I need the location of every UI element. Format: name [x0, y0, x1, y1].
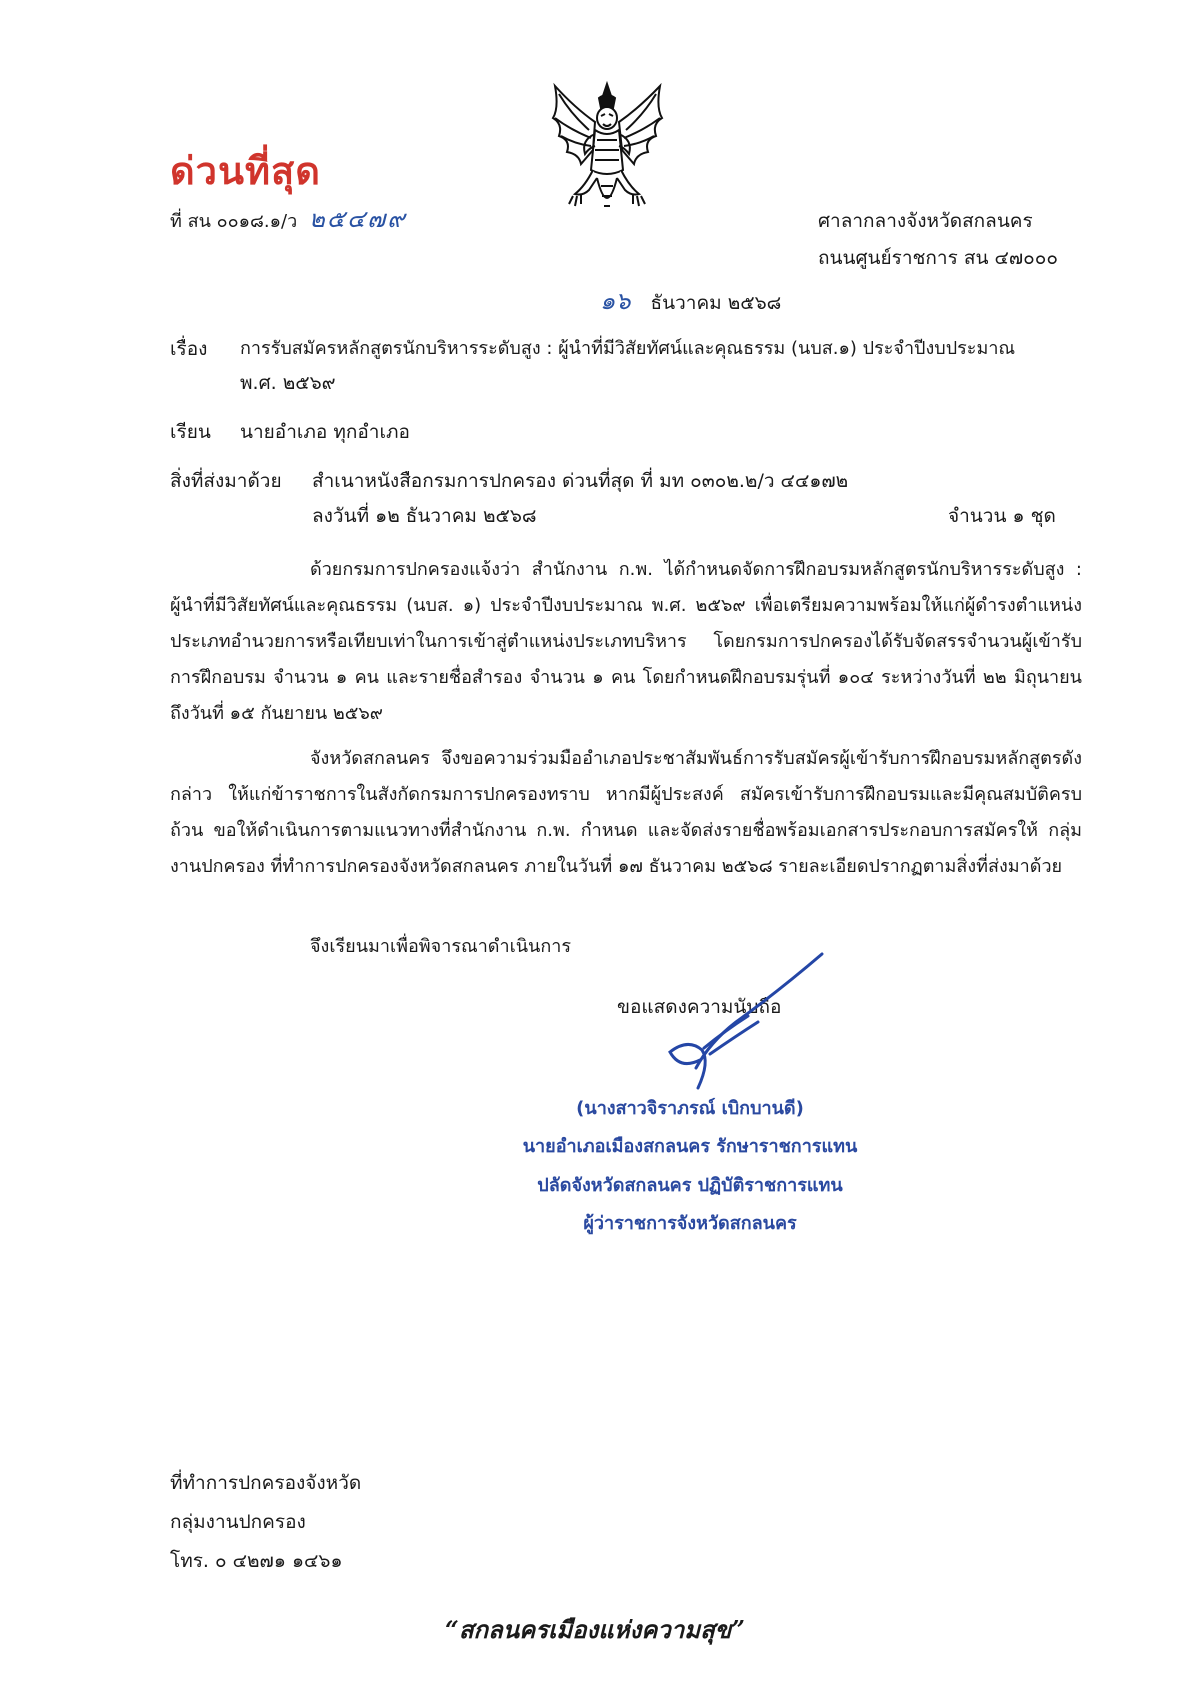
body-paragraph-3: จึงเรียนมาเพื่อพิจารณาดำเนินการ: [310, 936, 572, 957]
document-number-handwritten: ๒๕๔๗๙: [308, 205, 407, 233]
recipient-value: นายอำเภอ ทุกอำเภอ: [240, 421, 410, 443]
closing-salutation: ขอแสดงความนับถือ: [617, 996, 782, 1018]
subject-label: เรื่อง: [170, 338, 208, 360]
body-paragraph-1: [170, 552, 1082, 732]
footer-office: ที่ทำการปกครองจังหวัด: [170, 1472, 362, 1494]
subject-line-1: การรับสมัครหลักสูตรนักบริหารระดับสูง : ผู้นำที่มีวิสัยทัศน์และคุณธรรม (นบส.๑) ประจำปีงบประมาณ: [240, 338, 1016, 359]
address-line-1: ศาลากลางจังหวัดสกลนคร: [818, 210, 1033, 232]
urgency-stamp: ด่วนที่สุด: [170, 149, 321, 193]
province-slogan: “สกลนครเมืองแห่งความสุข”: [445, 1615, 745, 1644]
footer-division: กลุ่มงานปกครอง: [170, 1511, 306, 1533]
body-paragraph-2-text: จังหวัดสกลนคร จึงขอความร่วมมืออำเภอประชาสัมพันธ์การรับสมัครผู้เข้ารับการฝึกอบรมหลักสูตรดังกล่าว ให้แก่ข้าราชการในสังกัดกรมการปกครองทราบ หากมีผู้ประสงค์ สมัครเข้ารับการฝึกอบรมและมีคุณสมบัติครบถ้วน ขอให้ดำเนินการตามแนวทางที่สำนักงาน ก.พ. กำหนด และจัดส่งรายชื่อพร้อมเอกสารประกอบการสมัครให้ กลุ่มงานปกครอง ที่ทำการปกครองจังหวัดสกลนคร ภายในวันที่ ๑๗ ธันวาคม ๒๕๖๘ รายละเอียดปรากฏตามสิ่งที่ส่งมาด้วย: [170, 748, 1082, 877]
date-day-handwritten: ๑๖: [600, 287, 631, 315]
garuda-emblem-icon: [545, 78, 670, 223]
address-line-2: ถนนศูนย์ราชการ สน ๔๗๐๐๐: [818, 247, 1058, 269]
signer-name: (นางสาวจิราภรณ์ เบิกบานดี): [576, 1098, 804, 1119]
body-paragraph-2: [170, 741, 1082, 885]
handwritten-signature: [640, 950, 840, 1100]
enclosure-count: จำนวน ๑ ชุด: [948, 505, 1056, 527]
date-month-year: ธันวาคม ๒๕๖๘: [650, 292, 782, 314]
document-date: [600, 287, 781, 316]
document-number-prefix: ที่ สน ๐๐๑๘.๑/ว: [170, 211, 298, 232]
enclosure-line-1: สำเนาหนังสือกรมการปกครอง ด่วนที่สุด ที่ มท ๐๓๐๒.๒/ว ๔๔๑๗๒: [312, 470, 849, 492]
recipient-label: เรียน: [170, 421, 211, 443]
enclosure-line-2: ลงวันที่ ๑๒ ธันวาคม ๒๕๖๘: [312, 505, 537, 527]
footer-phone: โทร. ๐ ๔๒๗๑ ๑๔๖๑: [170, 1550, 343, 1572]
document-number: [170, 205, 407, 234]
body-paragraph-1-text: ด้วยกรมการปกครองแจ้งว่า สำนักงาน ก.พ. ได้กำหนดจัดการฝึกอบรมหลักสูตรนักบริหารระดับสูง : ผู้นำที่มีวิสัยทัศน์และคุณธรรม (นบส. ๑) ประจำปีงบประมาณ พ.ศ. ๒๕๖๙ เพื่อเตรียมความพร้อมให้แก่ผู้ดำรงตำแหน่งประเภทอำนวยการหรือเทียบเท่าในการเข้าสู่ตำแหน่งประเภทบริหาร โดยกรมการปกครองได้รับจัดสรรจำนวนผู้เข้ารับการฝึกอบรม จำนวน ๑ คน และรายชื่อสำรอง จำนวน ๑ คน โดยกำหนดฝึกอบรมรุ่นที่ ๑๐๔ ระหว่างวันที่ ๒๒ มิถุนายน ถึงวันที่ ๑๕ กันยายน ๒๕๖๙: [170, 559, 1082, 724]
signer-title-3: ผู้ว่าราชการจังหวัดสกลนคร: [583, 1213, 797, 1234]
signer-title-2: ปลัดจังหวัดสกลนคร ปฏิบัติราชการแทน: [537, 1175, 843, 1196]
signer-title-1: นายอำเภอเมืองสกลนคร รักษาราชการแทน: [522, 1136, 858, 1157]
enclosure-label: สิ่งที่ส่งมาด้วย: [170, 470, 282, 492]
subject-line-2: พ.ศ. ๒๕๖๙: [240, 372, 336, 394]
